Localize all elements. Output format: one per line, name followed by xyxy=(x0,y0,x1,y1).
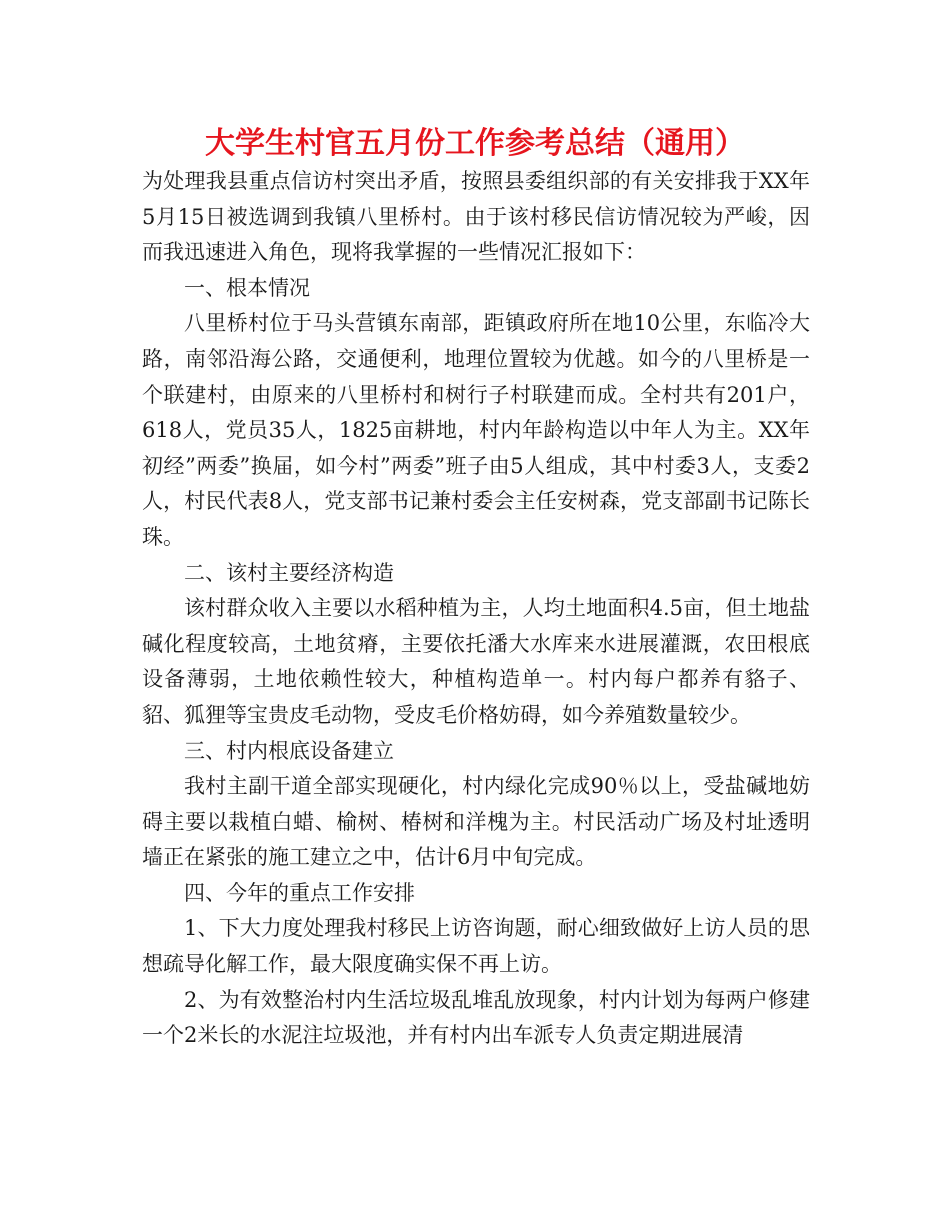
document-title: 大学生村官五月份工作参考总结（通用） xyxy=(205,126,745,161)
paragraph-basic: 八里桥村位于马头营镇东南部，距镇政府所在地10公里，东临冷大路，南邻沿海公路，交通便利，地理位置较为优越。如今的八里桥是一个联建村，由原来的八里桥村和树行子村联建而成。全村共有201户，618人，党员35人，1825亩耕地，村内年龄构造以中年人为主。XX年初经”两委”换届，如今村”两委”班子由5人组成，其中村委3人，支委2人，村民代表8人，党支部书记兼村委会主任安树森，党支部副书记陈长珠。 xyxy=(142,311,810,549)
section-heading-basic: 一、根本情况 xyxy=(184,275,310,300)
section-heading-economy: 二、该村主要经济构造 xyxy=(184,560,394,585)
section-heading-plans: 四、今年的重点工作安排 xyxy=(184,880,415,905)
paragraph-intro: 为处理我县重点信访村突出矛盾，按照县委组织部的有关安排我于XX年5月15日被选调到我镇八里桥村。由于该村移民信访情况较为严峻，因而我迅速进入角色，现将我掌握的一些情况汇报如下： xyxy=(142,169,810,265)
section-heading-infrastructure: 三、村内根底设备建立 xyxy=(184,738,394,763)
paragraph-plan-1: 1、下大力度处理我村移民上访咨询题，耐心细致做好上访人员的思想疏导化解工作，最大限度确实保不再上访。 xyxy=(142,916,810,977)
document-body xyxy=(142,164,810,1054)
paragraph-plan-2: 2、为有效整治村内生活垃圾乱堆乱放现象，村内计划为每两户修建一个2米长的水泥注垃圾池，并有村内出车派专人负责定期进展清 xyxy=(142,987,810,1048)
paragraph-infrastructure: 我村主副干道全部实现硬化，村内绿化完成90％以上，受盐碱地妨碍主要以栽植白蜡、榆树、椿树和洋槐为主。村民活动广场及村址透明墙正在紧张的施工建立之中，估计6月中旬完成。 xyxy=(142,774,810,870)
paragraph-economy: 该村群众收入主要以水稻种植为主，人均土地面积4.5亩，但土地盐碱化程度较高，土地贫瘠，主要依托潘大水库来水进展灌溉，农田根底设备薄弱，土地依赖性较大，种植构造单一。村内每户都养有貉子、貂、狐狸等宝贵皮毛动物，受皮毛价格妨碍，如今养殖数量较少。 xyxy=(142,596,810,727)
